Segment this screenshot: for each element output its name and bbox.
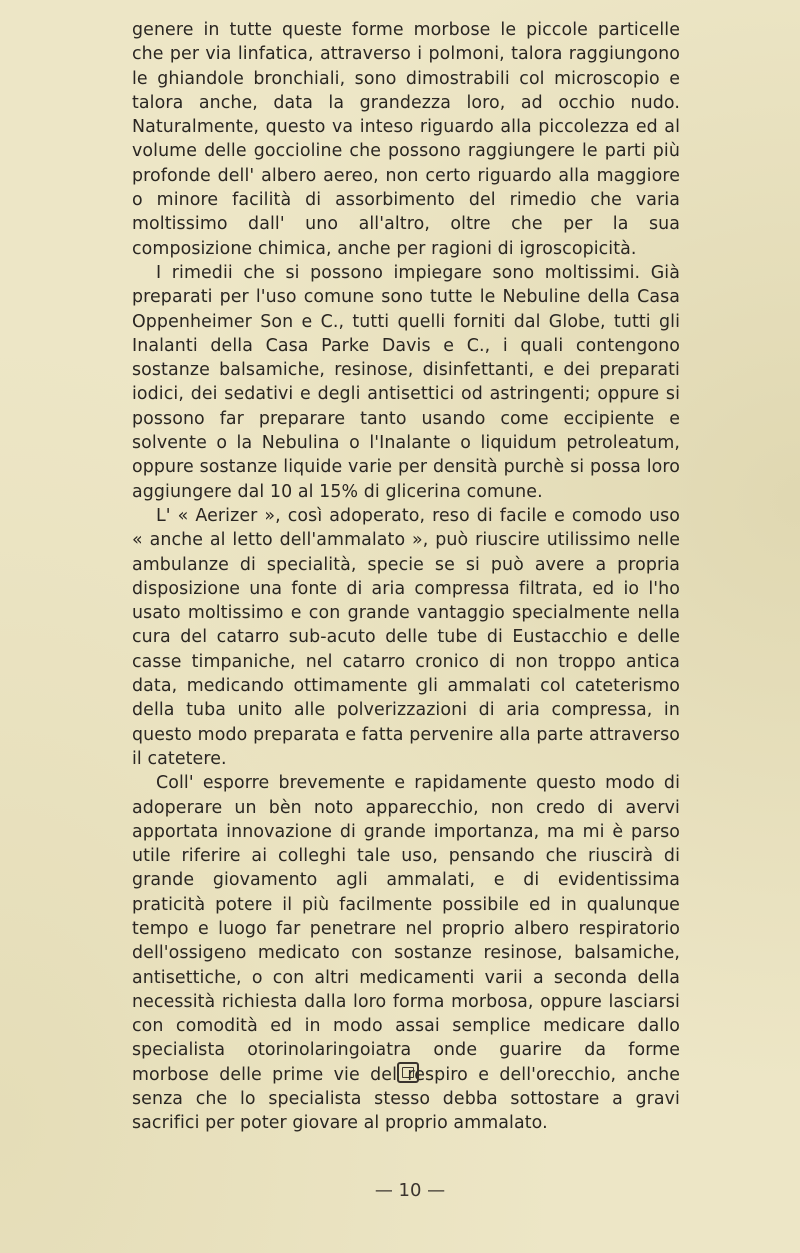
paragraph-1: genere in tutte queste forme morbose le piccole particelle che per via linfatica, attraverso i polmoni, talora raggiungono le ghiandole bronchiali, sono dimostrabili col microscopio e talora anche, data la grandezza loro, ad occhio nudo. Naturalmente, questo va inteso riguardo alla piccolezza ed al volume delle goccioline che possono raggiungere le parti più profonde dell' albero aereo, non certo riguardo alla maggiore o minore facilità di assorbimento del rimedio che varia moltissimo dall' uno all'altro, oltre che per la sua composizione chimica, anche per ragioni di igroscopicità.	[132, 20, 680, 259]
paragraph-3: L' « Aerizer », così adoperato, reso di facile e comodo uso « anche al letto dell'ammalato », può riuscire utilissimo nelle ambulanze di specialità, specie se si può avere a propria disposizione una fonte di aria compressa filtrata, ed io l'ho usato moltissimo e con grande vantaggio specialmente nella cura del catarro sub-acuto delle tube di Eustacchio e delle casse timpaniche, nel catarro cronico di non troppo antica data, medicando ottimamente gli ammalati col cateterismo della tuba unito alle polverizzazioni di aria compressa, in questo modo preparata e fatta pervenire alla parte attraverso il catetere.	[132, 505, 680, 769]
page-number: — 10 —	[374, 1180, 446, 1201]
paragraph-2: I rimedii che si possono impiegare sono moltissimi. Già preparati per l'uso comune sono tutte le Nebuline della Casa Oppenheimer Son e C., tutti quelli forniti dal Globe, tutti gli Inalanti della Casa Parke Davis e C., i quali contengono sostanze balsamiche, resinose, disinfettanti, e dei preparati iodici, dei sedativi e degli antisettici od astringenti; oppure si possono far preparare tanto usando come eccipiente e solvente o la Nebulina o l'Inalante o liquidum petroleatum, oppure sostanze liquide varie per densità purchè si possa loro aggiungere dal 10 al 15% di glicerina comune.	[132, 262, 680, 502]
square-ornament-icon	[397, 1062, 419, 1083]
body-text	[132, 18, 680, 1136]
paragraph-4: Coll' esporre brevemente e rapidamente questo modo di adoperare un bèn noto apparecchio, non credo di avervi apportata innovazione di grande importanza, ma mi è parso utile riferire ai colleghi tale uso, pensando che riuscirà di grande giovamento agli ammalati, e di evidentissima praticità potere il più facilmente possibile ed in qualunque tempo e luogo far penetrare nel proprio albero respiratorio dell'ossigeno medicato con sostanze resinose, balsamiche, antisettiche, o con altri medicamenti varii a seconda della necessità richiesta dalla loro forma morbosa, oppure lasciarsi con comodità ed in modo assai semplice medicare dallo specialista otorinolaringoiatra onde guarire da forme morbose delle prime vie del respiro e dell'orecchio, anche senza che lo specialista stesso debba sottostare a gravi sacrifici per poter giovare al proprio ammalato.	[132, 773, 680, 1134]
